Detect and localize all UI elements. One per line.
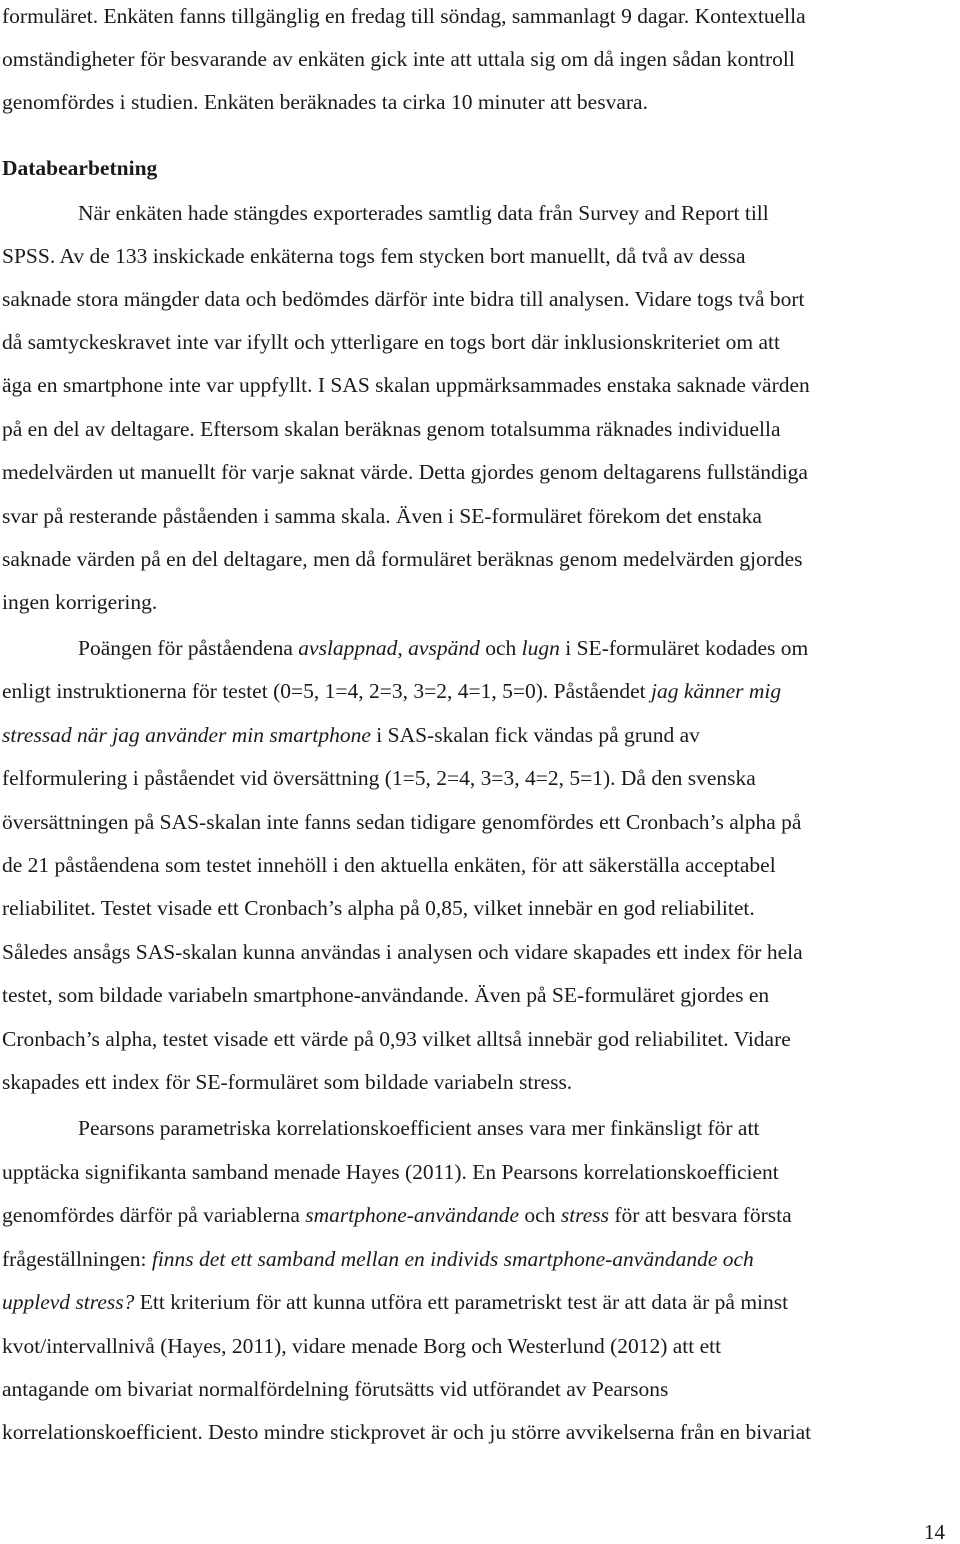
- body-text-line: genomfördes därför på variablerna smartphone-användande och stress för att besvara första: [2, 1203, 792, 1227]
- body-text-line: upplevd stress? Ett kriterium för att kunna utföra ett parametriskt test är att data är på minst: [2, 1290, 789, 1314]
- body-text-line: saknade värden på en del deltagare, men då formuläret beräknas genom medelvärden gjordes: [2, 547, 803, 571]
- body-text-line: SPSS. Av de 133 inskickade enkäterna togs fem stycken bort manuellt, då två av dessa: [2, 244, 746, 268]
- emphasis: upplevd stress?: [2, 1290, 135, 1314]
- body-text-line: Pearsons parametriska korrelationskoefficient anses vara mer finkänsligt för att: [78, 1116, 760, 1140]
- emphasis: stress: [560, 1203, 610, 1227]
- body-text-line: antagande om bivariat normalfördelning förutsätts vid utförandet av Pearsons: [2, 1377, 669, 1401]
- body-text-line: Poängen för påståendena avslappnad, avspänd och lugn i SE-formuläret kodades om: [78, 636, 809, 660]
- body-text-line: då samtyckeskravet inte var ifyllt och ytterligare en togs bort där inklusionskriteriet om att: [2, 330, 780, 354]
- body-text-line: saknade stora mängder data och bedömdes därför inte bidra till analysen. Vidare togs två bort: [2, 287, 805, 311]
- body-text-line: de 21 påståendena som testet innehöll i den aktuella enkäten, för att säkerställa acceptabel: [2, 853, 776, 877]
- body-text-line: Således ansågs SAS-skalan kunna användas i analysen och vidare skapades ett index för hela: [2, 940, 803, 964]
- body-text-line: skapades ett index för SE-formuläret som bildade variabeln stress.: [2, 1070, 573, 1094]
- emphasis: smartphone-användande: [305, 1203, 520, 1227]
- page-number: 14: [924, 1520, 945, 1544]
- body-text-line: ingen korrigering.: [2, 590, 158, 614]
- body-text-line: enligt instruktionerna för testet (0=5, 1=4, 2=3, 3=2, 4=1, 5=0). Påståendet jag känner mig: [2, 679, 782, 703]
- emphasis: lugn: [521, 636, 560, 660]
- body-text-line: reliabilitet. Testet visade ett Cronbach’s alpha på 0,85, vilket innebär en god reliabilitet.: [2, 896, 755, 920]
- body-text-line: felformulering i påståendet vid översättning (1=5, 2=4, 3=3, 4=2, 5=1). Då den svenska: [2, 766, 756, 790]
- section-heading: Databearbetning: [2, 156, 158, 180]
- body-text-line: omständigheter för besvarande av enkäten gick inte att uttala sig om då ingen sådan kontroll: [2, 47, 795, 71]
- emphasis: avslappnad, avspänd: [298, 636, 480, 660]
- body-text-line: kvot/intervallnivå (Hayes, 2011), vidare menade Borg och Westerlund (2012) att ett: [2, 1334, 722, 1358]
- body-text-line: stressad när jag använder min smartphone i SAS-skalan fick vändas på grund av: [2, 723, 700, 747]
- emphasis: finns det ett samband mellan en individs smartphone-användande och: [151, 1247, 754, 1271]
- body-text-line: upptäcka signifikanta samband menade Hayes (2011). En Pearsons korrelationskoefficient: [2, 1160, 779, 1184]
- body-text-line: översättningen på SAS-skalan inte fanns sedan tidigare genomfördes ett Cronbach’s alpha på: [2, 810, 802, 834]
- body-text-line: på en del av deltagare. Eftersom skalan beräknas genom totalsumma räknades individuella: [2, 417, 781, 441]
- body-text-line: medelvärden ut manuellt för varje saknat värde. Detta gjordes genom deltagarens fullständiga: [2, 460, 808, 484]
- body-text-line: Cronbach’s alpha, testet visade ett värde på 0,93 vilket alltså innebär god reliabilitet. Vidare: [2, 1027, 791, 1051]
- body-text-line: svar på resterande påståenden i samma skala. Även i SE-formuläret förekom det enstaka: [2, 504, 762, 528]
- emphasis: jag känner mig: [650, 679, 782, 703]
- body-text-line: genomfördes i studien. Enkäten beräknades ta cirka 10 minuter att besvara.: [2, 90, 648, 114]
- body-text-line: äga en smartphone inte var uppfyllt. I SAS skalan uppmärksammades enstaka saknade värden: [2, 373, 810, 397]
- body-text-line: När enkäten hade stängdes exporterades samtlig data från Survey and Report till: [78, 201, 769, 225]
- body-text-line: frågeställningen: finns det ett samband mellan en individs smartphone-användande och: [2, 1247, 754, 1271]
- body-text-line: testet, som bildade variabeln smartphone-användande. Även på SE-formuläret gjordes en: [2, 983, 770, 1007]
- body-text-line: formuläret. Enkäten fanns tillgänglig en fredag till söndag, sammanlagt 9 dagar. Kontextuella: [2, 4, 806, 28]
- emphasis: stressad när jag använder min smartphone: [2, 723, 371, 747]
- body-text-line: korrelationskoefficient. Desto mindre stickprovet är och ju större avvikelserna från en bivariat: [2, 1420, 812, 1444]
